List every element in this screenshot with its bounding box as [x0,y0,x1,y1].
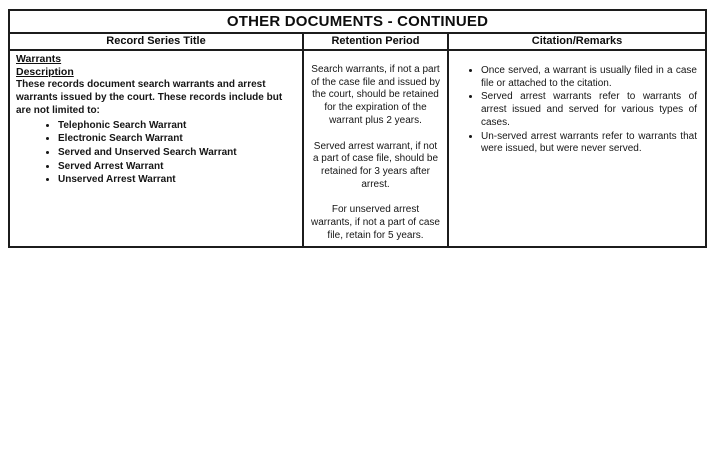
table-header-row [10,34,705,51]
retention-paragraph: Served arrest warrant, if not a part of case file, should be retained for 3 years after arrest. [312,140,439,190]
record-series-bullet-list [16,120,296,188]
records-retention-table [8,9,707,248]
description-label: Description [16,65,74,78]
record-series-name: Warrants [16,53,62,65]
table-row [10,51,705,246]
list-item: • Un-served arrest warrants refer to warrants that were issued, but were never served. [481,131,700,156]
list-item: • Unserved Arrest Warrant [58,174,296,187]
retention-paragraph: For unserved arrest warrants, if not a part of case file, retain for 5 years. [311,204,440,241]
citation-remarks-cell [449,51,705,246]
list-item: • Electronic Search Warrant [58,133,296,146]
retention-period-cell [304,51,449,246]
record-series-cell [10,51,304,246]
header-retention-period: Retention Period [304,34,449,49]
retention-paragraph: Search warrants, if not a part of the case file and issued by the court, should be retained for the expiration of the warrant plus 2 years. [311,64,440,126]
list-item: • Telephonic Search Warrant [58,120,296,133]
table-title: OTHER DOCUMENTS - CONTINUED [10,11,705,34]
list-item: • Served arrest warrants refer to warrants of arrest issued and served for various types of cases. [481,91,700,129]
list-item: • Served and Unserved Search Warrant [58,147,296,160]
list-item: • Once served, a warrant is usually filed in a case file or attached to the citation. [481,65,700,90]
header-citation-remarks: Citation/Remarks [531,35,623,47]
citation-bullet-list [453,65,700,156]
list-item: • Served Arrest Warrant [58,161,296,174]
record-series-description: These records document search warrants and arrest warrants issued by the court. These records include but are not limited to: [16,79,283,116]
header-record-series-title: Record Series Title [10,34,304,49]
